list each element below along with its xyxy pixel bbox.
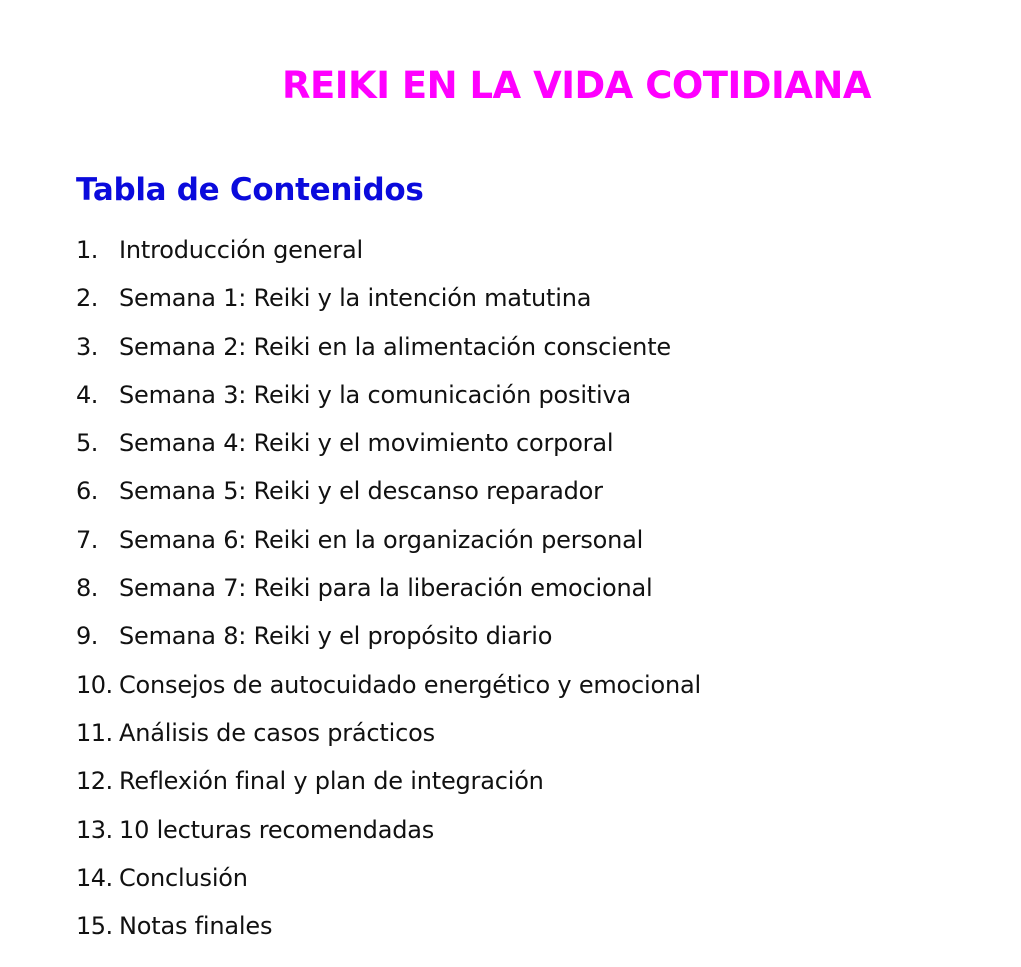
- toc-item-number: 10.: [76, 670, 113, 699]
- toc-heading: Tabla de Contenidos: [76, 171, 424, 208]
- toc-item: [76, 276, 701, 324]
- toc-item: [76, 325, 701, 373]
- toc-item-number: 7.: [76, 525, 98, 554]
- toc-item-text: Semana 5: Reiki y el descanso reparador: [119, 477, 603, 506]
- toc-item: [76, 808, 701, 856]
- toc-item-text: Notas finales: [119, 912, 273, 941]
- toc-item-number: 6.: [76, 477, 98, 506]
- toc-item-text: Conclusión: [119, 863, 248, 892]
- table-of-contents: [76, 228, 701, 952]
- toc-item: [76, 904, 701, 952]
- toc-item-number: 15.: [76, 912, 113, 941]
- toc-item: [76, 373, 701, 421]
- toc-item-text: Análisis de casos prácticos: [119, 718, 435, 747]
- toc-item-number: 3.: [76, 332, 98, 361]
- toc-item-number: 14.: [76, 863, 113, 892]
- toc-item: [76, 614, 701, 662]
- toc-item-text: Semana 7: Reiki para la liberación emocional: [119, 574, 653, 603]
- document-title: REIKI EN LA VIDA COTIDIANA: [282, 63, 872, 107]
- toc-item-text: Consejos de autocuidado energético y emocional: [119, 670, 701, 699]
- toc-item-number: 9.: [76, 622, 98, 651]
- toc-item-number: 8.: [76, 574, 98, 603]
- toc-item-number: 2.: [76, 284, 98, 313]
- toc-item-number: 12.: [76, 767, 113, 796]
- toc-item: [76, 663, 701, 711]
- toc-item-text: Semana 6: Reiki en la organización personal: [119, 525, 644, 554]
- toc-item-number: 11.: [76, 718, 113, 747]
- toc-item: [76, 711, 701, 759]
- toc-item: [76, 518, 701, 566]
- toc-item-text: Semana 3: Reiki y la comunicación positiva: [119, 380, 631, 409]
- toc-item-text: Semana 2: Reiki en la alimentación consciente: [119, 332, 671, 361]
- toc-item-text: Semana 8: Reiki y el propósito diario: [119, 622, 553, 651]
- toc-item-text: Reflexión final y plan de integración: [119, 767, 544, 796]
- toc-item-number: 13.: [76, 815, 113, 844]
- toc-item: [76, 566, 701, 614]
- toc-item-number: 5.: [76, 429, 98, 458]
- toc-item: [76, 469, 701, 517]
- toc-item: [76, 759, 701, 807]
- toc-item: [76, 421, 701, 469]
- toc-item-text: 10 lecturas recomendadas: [119, 815, 435, 844]
- toc-item-text: Semana 4: Reiki y el movimiento corporal: [119, 429, 614, 458]
- toc-item: [76, 856, 701, 904]
- toc-item-number: 1.: [76, 236, 98, 264]
- toc-item-number: 4.: [76, 380, 98, 409]
- toc-item-text: Introducción general: [119, 236, 363, 264]
- toc-item: [76, 228, 701, 276]
- toc-item-text: Semana 1: Reiki y la intención matutina: [119, 284, 592, 313]
